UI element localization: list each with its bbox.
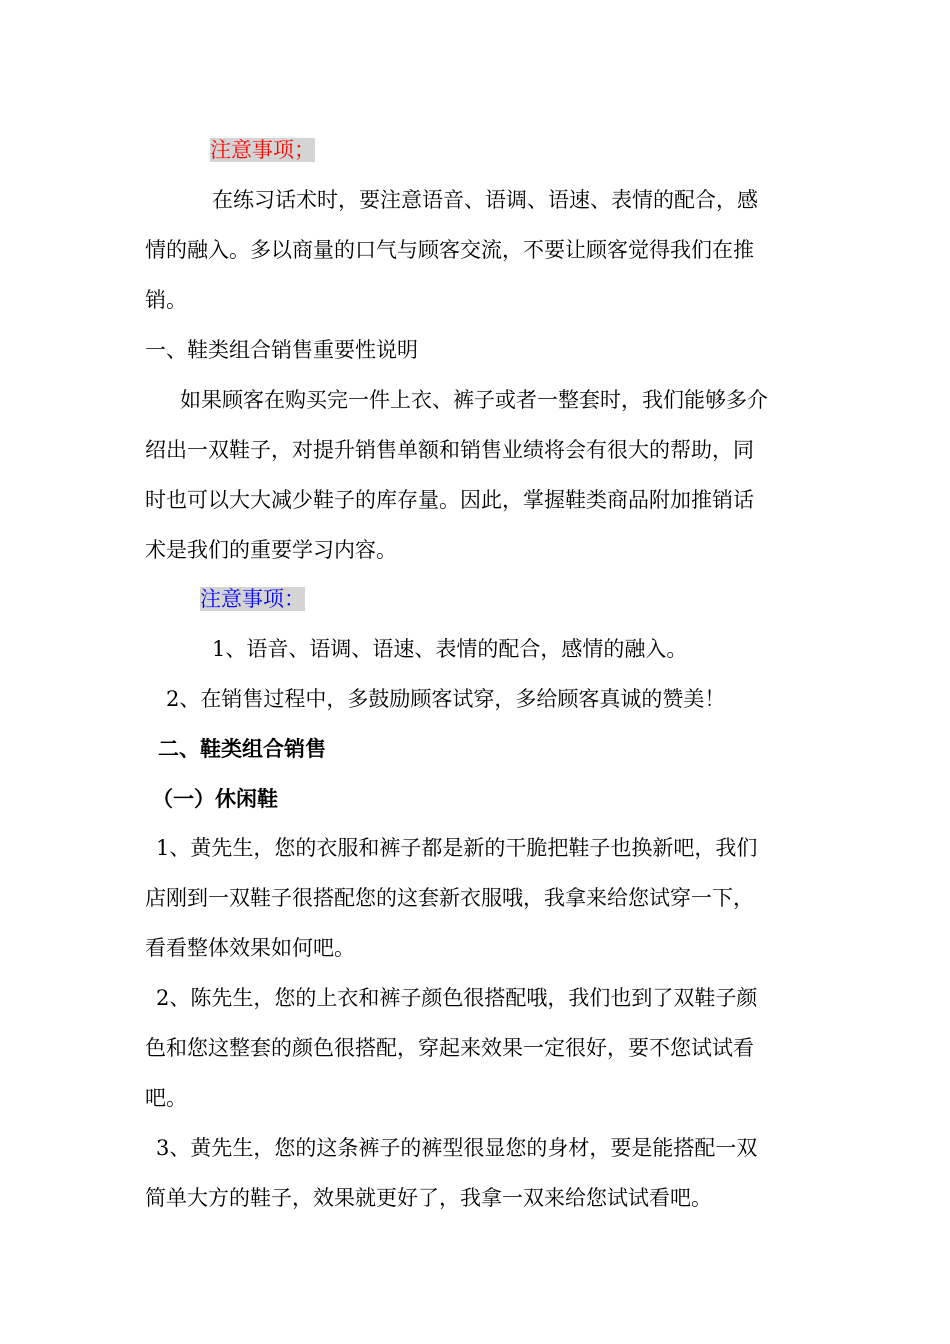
notes-item-1: 1、语音、语调、语速、表情的配合，感情的融入。 (212, 637, 688, 661)
notes-para-1-line-2: 情的融入。多以商量的口气与顾客交流，不要让顾客觉得我们在推 (145, 238, 754, 262)
section-1-para-line-1: 如果顾客在购买完一件上衣、裤子或者一整套时，我们能够多介 (180, 388, 768, 412)
item-2-line-3: 吧。 (145, 1086, 187, 1110)
section-1-title: 一、鞋类组合销售重要性说明 (145, 338, 418, 362)
item-2-line-2: 色和您这整套的颜色很搭配，穿起来效果一定很好，要不您试试看 (145, 1036, 754, 1060)
item-2-line-1: 2、陈先生，您的上衣和裤子颜色很搭配哦，我们也到了双鞋子颜 (156, 986, 758, 1010)
notes-heading-2-text: 注意事项： (200, 587, 305, 611)
notes-para-1-line-1: 在练习话术时，要注意语音、语调、语速、表情的配合，感 (212, 188, 758, 212)
section-1-para-line-3: 时也可以大大减少鞋子的库存量。因此，掌握鞋类商品附加推销话 (145, 488, 754, 512)
section-1-para-line-4: 术是我们的重要学习内容。 (145, 538, 397, 562)
item-1-line-2: 店刚到一双鞋子很搭配您的这套新衣服哦，我拿来给您试穿一下， (145, 886, 754, 910)
notes-para-1-line-3: 销。 (145, 288, 187, 312)
notes-heading-2 (200, 586, 305, 612)
notes-item-2: 2、在销售过程中，多鼓励顾客试穿，多给顾客真诚的赞美！ (166, 687, 726, 711)
section-2-title: 二、鞋类组合销售 (158, 737, 326, 761)
item-1-line-3: 看看整体效果如何吧。 (145, 936, 355, 960)
item-3-line-1: 3、黄先生，您的这条裤子的裤型很显您的身材，要是能搭配一双 (156, 1136, 758, 1160)
section-1-para-line-2: 绍出一双鞋子，对提升销售单额和销售业绩将会有很大的帮助，同 (145, 438, 754, 462)
notes-heading-1 (210, 137, 315, 163)
section-2-subtitle: （一）休闲鞋 (152, 787, 278, 811)
item-3-line-2: 简单大方的鞋子，效果就更好了，我拿一双来给您试试看吧。 (145, 1186, 712, 1210)
notes-heading-1-text: 注意事项； (210, 138, 315, 162)
item-1-line-1: 1、黄先生，您的衣服和裤子都是新的干脆把鞋子也换新吧，我们 (156, 836, 758, 860)
